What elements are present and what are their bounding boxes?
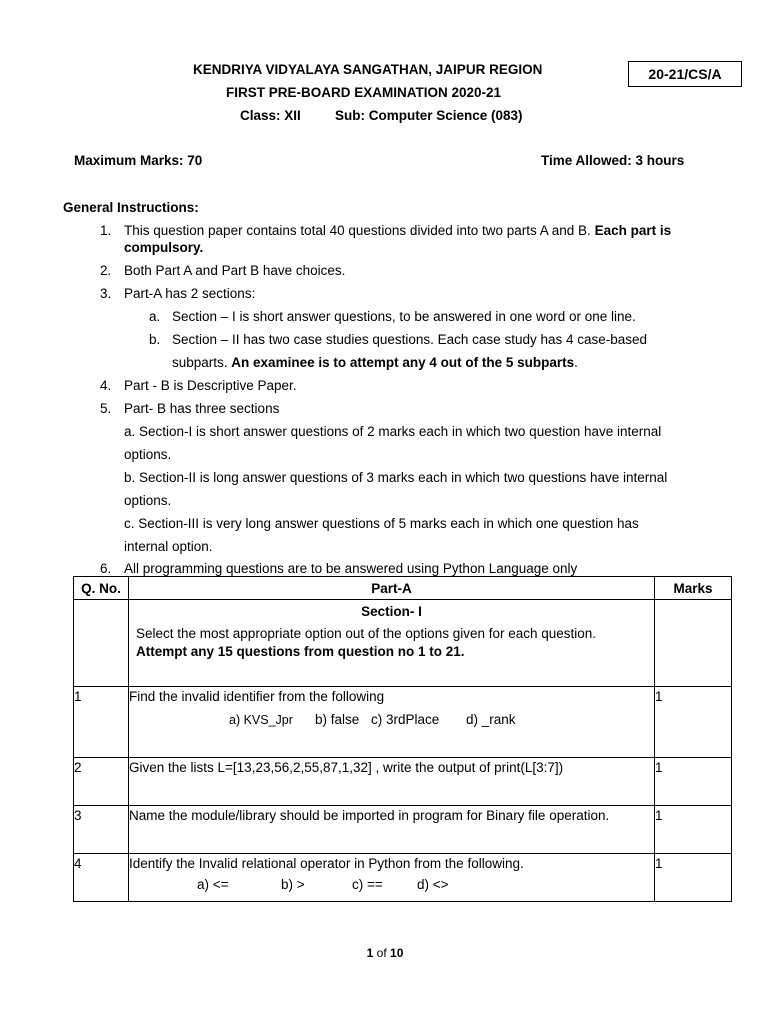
- instructions-heading: General Instructions:: [63, 200, 199, 215]
- max-marks: Maximum Marks: 70: [74, 153, 203, 168]
- q1-opt-a: a) KVS_Jpr: [229, 713, 293, 727]
- question-table: [73, 576, 732, 902]
- header-marks: Marks: [655, 577, 732, 600]
- instr-5b-text: b. Section-II is long answer questions of 3 marks each in which two questions have internal: [124, 470, 668, 485]
- instr-3a-label: a.: [149, 309, 161, 324]
- q1-num: 1: [74, 687, 129, 758]
- q1-opt-b: b) false: [315, 712, 360, 727]
- q3-num: 3: [74, 806, 129, 854]
- q2-text: Given the lists L=[13,23,56,2,55,87,1,32] , write the output of print(L[3:7]): [129, 758, 655, 806]
- instr-5a-text-cont: options.: [124, 447, 172, 462]
- instr-3b-bold: An examinee is to attempt any 4 out of the 5 subparts: [231, 355, 575, 370]
- instr-1-bold: Each part is: [594, 223, 672, 238]
- section-cell: [129, 600, 655, 687]
- q4-marks: 1: [655, 854, 732, 902]
- page-of: of: [376, 946, 387, 960]
- org-title: KENDRIYA VIDYALAYA SANGATHAN, JAIPUR REGION: [193, 62, 543, 77]
- class-label: Class: XII: [240, 108, 301, 123]
- q4-text: Identify the Invalid relational operator in Python from the following.: [129, 856, 524, 871]
- page-footer: [0, 946, 770, 960]
- instr-4-text: Part - B is Descriptive Paper.: [124, 378, 297, 393]
- section-row: [74, 600, 732, 687]
- instr-3b-text-cont: [172, 355, 578, 370]
- paper-code: 20-21/CS/A: [648, 66, 722, 82]
- instr-3-num: 3.: [100, 286, 112, 301]
- section-qno-cell: [74, 600, 129, 687]
- time-allowed: Time Allowed: 3 hours: [541, 153, 685, 168]
- instr-5-num: 5.: [100, 401, 112, 416]
- q3-marks: 1: [655, 806, 732, 854]
- instr-1-num: 1.: [100, 223, 112, 238]
- table-row: [74, 854, 732, 902]
- q4-options: [129, 873, 654, 894]
- instr-5c-text: c. Section-III is very long answer questions of 5 marks each in which one question has: [124, 516, 639, 531]
- header-qno: Q. No.: [74, 577, 129, 600]
- subject-label: Sub: Computer Science (083): [335, 108, 523, 123]
- instr-5a-text: a. Section-I is short answer questions of 2 marks each in which two question have internal: [124, 424, 662, 439]
- page-total: 10: [390, 946, 404, 960]
- section-note: Select the most appropriate option out of the options given for each question.: [136, 626, 597, 641]
- table-row: [74, 758, 732, 806]
- q1-opt-c: c) 3rdPlace: [371, 712, 440, 727]
- q2-num: 2: [74, 758, 129, 806]
- instr-2-text: Both Part A and Part B have choices.: [124, 263, 346, 278]
- instr-6-text: All programming questions are to be answered using Python Language only: [124, 561, 578, 576]
- table-header-row: [74, 577, 732, 600]
- q2-marks: 1: [655, 758, 732, 806]
- q1-opt-d: d) _rank: [466, 712, 516, 727]
- instr-2-num: 2.: [100, 263, 112, 278]
- instr-1-bold-cont: compulsory.: [124, 240, 204, 255]
- q4-opt-b: b) >: [281, 877, 305, 892]
- exam-title: FIRST PRE-BOARD EXAMINATION 2020-21: [226, 85, 502, 100]
- q1-marks: 1: [655, 687, 732, 758]
- instr-1-text: [124, 223, 671, 238]
- instr-3a-text: Section – I is short answer questions, to be answered in one word or one line.: [172, 309, 636, 324]
- table-row: [74, 687, 732, 758]
- q4-opt-d: d) <>: [417, 877, 449, 892]
- q4-num: 4: [74, 854, 129, 902]
- instr-5b-text-cont: options.: [124, 493, 172, 508]
- instr-3-text: Part-A has 2 sections:: [124, 286, 256, 301]
- q4-opt-a: a) <=: [197, 877, 229, 892]
- instr-4-num: 4.: [100, 378, 112, 393]
- instr-3b-subparts: subparts.: [172, 355, 228, 370]
- instr-3b-text: Section – II has two case studies questions. Each case study has 4 case-based: [172, 332, 648, 347]
- instr-6-num: 6.: [100, 561, 112, 576]
- page-number: 1: [366, 946, 374, 960]
- q4-cell: [129, 854, 655, 902]
- paper-code-box: [628, 61, 742, 87]
- q1-options: [129, 706, 654, 730]
- instr-1-body: This question paper contains total 40 questions divided into two parts A and B.: [124, 223, 591, 238]
- instr-5c-text-cont: internal option.: [124, 539, 213, 554]
- section-title: Section- I: [361, 604, 422, 619]
- q4-opt-c: c) ==: [352, 877, 383, 892]
- instr-3b-label: b.: [149, 332, 161, 347]
- q1-text: Find the invalid identifier from the following: [129, 689, 385, 704]
- q1-cell: [129, 687, 655, 758]
- instr-5-text: Part- B has three sections: [124, 401, 280, 416]
- instr-3b-end: .: [574, 355, 578, 370]
- table-row: [74, 806, 732, 854]
- section-marks-cell: [655, 600, 732, 687]
- section-note-bold: Attempt any 15 questions from question no 1 to 21.: [136, 644, 465, 659]
- header-part: Part-A: [129, 577, 655, 600]
- q3-text: Name the module/library should be imported in program for Binary file operation.: [129, 806, 655, 854]
